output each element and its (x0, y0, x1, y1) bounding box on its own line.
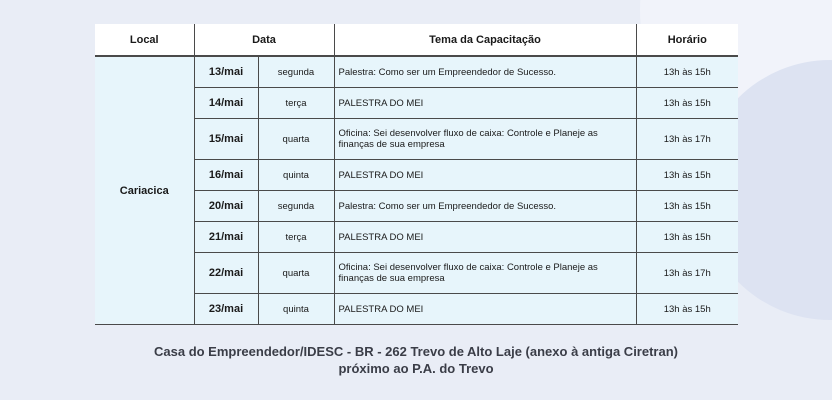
weekday-cell: segunda (258, 191, 334, 222)
footer-address (0, 343, 832, 377)
date-cell: 13/mai (194, 56, 258, 88)
table-row (95, 56, 738, 88)
footer-line-2: próximo ao P.A. do Trevo (338, 361, 494, 376)
schedule-table (95, 24, 738, 325)
weekday-cell: terça (258, 88, 334, 119)
date-cell: 20/mai (194, 191, 258, 222)
weekday-cell: quarta (258, 119, 334, 160)
date-cell: 14/mai (194, 88, 258, 119)
weekday-cell: quinta (258, 294, 334, 325)
topic-cell: Palestra: Como ser um Empreendedor de Sucesso. (334, 56, 636, 88)
time-cell: 13h às 15h (636, 222, 738, 253)
footer-line-1: Casa do Empreendedor/IDESC - BR - 262 Trevo de Alto Laje (anexo à antiga Ciretran) (154, 344, 678, 359)
time-cell: 13h às 15h (636, 56, 738, 88)
header-data: Data (194, 24, 334, 56)
table-header-row (95, 24, 738, 56)
date-cell: 23/mai (194, 294, 258, 325)
time-cell: 13h às 17h (636, 119, 738, 160)
topic-cell: PALESTRA DO MEI (334, 222, 636, 253)
topic-cell: Oficina: Sei desenvolver fluxo de caixa: Controle e Planeje as finanças de sua empresa (334, 253, 636, 294)
topic-cell: PALESTRA DO MEI (334, 160, 636, 191)
time-cell: 13h às 15h (636, 191, 738, 222)
local-cell: Cariacica (95, 56, 194, 325)
time-cell: 13h às 17h (636, 253, 738, 294)
schedule-body (95, 56, 738, 325)
weekday-cell: terça (258, 222, 334, 253)
date-cell: 16/mai (194, 160, 258, 191)
topic-cell: Palestra: Como ser um Empreendedor de Sucesso. (334, 191, 636, 222)
topic-cell: PALESTRA DO MEI (334, 88, 636, 119)
date-cell: 15/mai (194, 119, 258, 160)
date-cell: 22/mai (194, 253, 258, 294)
header-tema: Tema da Capacitação (334, 24, 636, 56)
weekday-cell: quarta (258, 253, 334, 294)
time-cell: 13h às 15h (636, 160, 738, 191)
time-cell: 13h às 15h (636, 88, 738, 119)
topic-cell: PALESTRA DO MEI (334, 294, 636, 325)
date-cell: 21/mai (194, 222, 258, 253)
header-local: Local (95, 24, 194, 56)
header-horario: Horário (636, 24, 738, 56)
weekday-cell: quinta (258, 160, 334, 191)
topic-cell: Oficina: Sei desenvolver fluxo de caixa: Controle e Planeje as finanças de sua empresa (334, 119, 636, 160)
weekday-cell: segunda (258, 56, 334, 88)
time-cell: 13h às 15h (636, 294, 738, 325)
